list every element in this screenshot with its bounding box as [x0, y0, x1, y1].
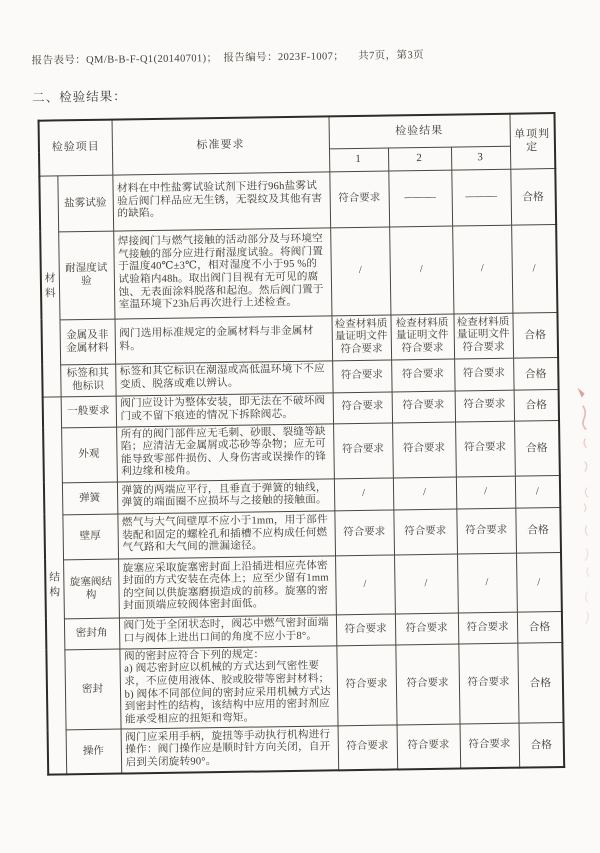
cell-item: 弹簧: [62, 482, 117, 515]
header-standard: 标准要求: [112, 116, 330, 174]
table-row: [39, 168, 556, 232]
cell-item: 旋塞阀结构: [63, 559, 119, 619]
cell-result-1: 检查材料质量证明文件符合要求: [331, 314, 391, 360]
cell-result-2: 符合要求: [392, 422, 456, 478]
cell-result-2: 符合要求: [391, 359, 454, 392]
cell-result-3: 检查材料质量证明文件符合要求: [453, 313, 513, 359]
cell-item: 盐雾试验: [57, 175, 113, 232]
header-sample-1: 1: [329, 148, 388, 172]
cell-standard: 阀门处于全闭状态时，阀芯中燃气密封面端口与阀体上进出口间的角度不应小于8°。: [119, 615, 336, 649]
cell-standard: 旋塞应采取旋塞密封面上沿插进相应壳体密封面的方式安装在壳体上；应至少留有1mm的空间以供旋塞磨损造成的前移。旋塞的密封面顶端应较阀体密封面低。: [118, 556, 336, 618]
cell-verdict: 合格: [514, 420, 560, 476]
table-row: [44, 507, 561, 560]
header-sample-3: 3: [451, 146, 510, 170]
cell-result-2: /: [389, 226, 453, 315]
cell-result-1: 符合要求: [334, 510, 394, 556]
cell-standard: 阀门选用标准规定的金属材料与非金属材料。: [114, 315, 332, 363]
table-row: [48, 723, 565, 775]
cell-result-3: 符合要求: [456, 508, 516, 554]
cell-standard: 焊接阀门与燃气接触的活动部分及与环境空气接触的部分应进行耐湿度试验。将阀门置于温度40℃±3℃，相对湿度不小于95 %的试验箱内48h。取出阀门目视有无可见的腐蚀、无表面涂料脱落和起泡。然后阀门置于室温环境下23h后再次进行上述检查。: [113, 227, 331, 318]
cell-verdict: 合格: [519, 723, 565, 768]
header-sample-2: 2: [388, 147, 451, 171]
table-row: [41, 312, 558, 365]
cell-item: 耐湿度试验: [58, 231, 114, 320]
inspection-results-table: [38, 112, 566, 776]
cell-item: 金属及非金属材料: [59, 319, 115, 365]
header-verdict: 单项判定: [510, 113, 556, 169]
cell-group-structure: 结构: [43, 396, 67, 774]
cell-verdict: /: [515, 475, 560, 508]
cell-standard: 弹簧的两端应平行，且垂直于弹簧的轴线，弹簧的端面圈不应损坏与之接触的接触面。: [117, 479, 334, 514]
cell-result-3: /: [457, 553, 517, 613]
cell-result-2: 符合要求: [392, 391, 455, 423]
table-row: [43, 420, 560, 483]
page-count: 共7页，第3页: [358, 49, 425, 62]
cell-item: 标签和其他标识: [60, 364, 115, 397]
cell-result-3: 符合要求: [455, 390, 514, 422]
cell-result-3: ———: [451, 169, 511, 226]
cell-result-3: /: [452, 225, 512, 314]
cell-standard: 标签和其它标识在潮湿或高低温环境下不应变质、脱落或难以辨认。: [115, 360, 332, 395]
handwritten-red-marks: [571, 383, 599, 638]
table-row: [45, 552, 562, 619]
cell-result-2: /: [393, 477, 456, 510]
table-row: [40, 224, 557, 320]
cell-verdict: 合格: [514, 389, 559, 421]
report-number: 2023F-1007；: [277, 51, 345, 64]
cell-item: 壁厚: [62, 514, 118, 560]
report-form-label: 报告表号：: [31, 54, 87, 67]
cell-verdict: 合格: [512, 312, 558, 358]
cell-verdict: /: [511, 224, 557, 313]
cell-item: 密封: [64, 649, 120, 730]
cell-verdict: 合格: [515, 507, 561, 553]
cell-result-3: 符合要求: [455, 421, 515, 477]
cell-standard: 材料在中性盐雾试验试剂下进行96h盐雾试验后阀门样品应无生锈，无裂纹及其他有害的缺陷。: [112, 171, 330, 230]
cell-result-2: 检查材料质量证明文件符合要求: [390, 314, 454, 360]
cell-standard: 阀门应采用手柄，旋扭等手动执行机构进行操作：阀门操作应是顺时针方向关闭，自开启到关闭旋转90°。: [121, 726, 339, 773]
cell-result-1: /: [335, 555, 395, 615]
cell-result-3: 符合要求: [458, 643, 518, 724]
cell-standard: 阀门应设计为整体安装，即无法在不破坏阀门或不留下痕迹的情况下拆除阀芯。: [116, 392, 333, 426]
cell-verdict: 合格: [510, 168, 556, 225]
cell-result-3: /: [456, 476, 515, 509]
cell-item: 操作: [66, 729, 122, 774]
cell-item: 外观: [61, 427, 117, 483]
header-item: 检验项目: [39, 120, 113, 176]
cell-result-2: 符合要求: [395, 613, 458, 645]
cell-verdict: 合格: [517, 611, 562, 643]
cell-result-1: 符合要求: [333, 422, 393, 478]
cell-result-1: 符合要求: [332, 359, 391, 392]
cell-verdict: /: [516, 552, 562, 612]
cell-result-2: /: [394, 554, 458, 614]
cell-standard: 阀的密封应符合下列的规定： a) 阀芯密封应以机械的方式达到气密性要求，不应使用液体、胶或胶带等密封材料；b) 阀体不同部位间的密封应采用机械方式达到密封性的结构，该结构中应用的密封剂应能承受相应的扭矩和弯矩。: [119, 646, 337, 730]
cell-result-1: 符合要求: [336, 614, 395, 646]
cell-result-1: 符合要求: [329, 171, 389, 228]
report-no-label: 报告编号：: [223, 52, 279, 64]
cell-group-material: 材料: [39, 175, 60, 396]
cell-standard: 燃气与大气间壁厚不应小于1mm，用于部件装配和固定的螺栓孔和插槽不应构成任何燃气气路和大气间的泄漏途径。: [117, 511, 335, 559]
cell-result-1: 符合要求: [333, 391, 392, 423]
cell-verdict: 合格: [517, 642, 563, 723]
cell-result-1: /: [334, 478, 393, 511]
header-results: 检验结果: [329, 114, 510, 149]
cell-result-3: 符合要求: [454, 358, 513, 391]
cell-result-2: 符合要求: [395, 644, 459, 725]
cell-result-1: 符合要求: [336, 645, 396, 726]
cell-result-2: 符合要求: [397, 724, 461, 769]
cell-result-3: 符合要求: [458, 612, 517, 644]
table-row: [46, 642, 563, 730]
cell-result-3: 符合要求: [460, 724, 520, 769]
cell-item: 密封角: [64, 618, 119, 650]
report-form-number: QM/B-B-F-Q1(20140701)；: [86, 53, 218, 66]
section-title: 二、检验结果：: [32, 89, 127, 105]
cell-result-2: ———: [388, 170, 452, 227]
report-meta-line: [32, 46, 512, 68]
cell-item: 一般要求: [61, 396, 116, 428]
cell-standard: 所有的阀门部件应无毛刺、砂眼、裂缝等缺陷；应清洁无金属屑或芯砂等杂物；应无可能导致零部件损伤、人身伤害或误操作的锋利边缘和棱角。: [116, 423, 334, 482]
cell-result-2: 符合要求: [393, 509, 457, 555]
cell-verdict: 合格: [513, 357, 558, 390]
cell-result-1: /: [330, 227, 390, 316]
cell-result-1: 符合要求: [338, 725, 398, 770]
